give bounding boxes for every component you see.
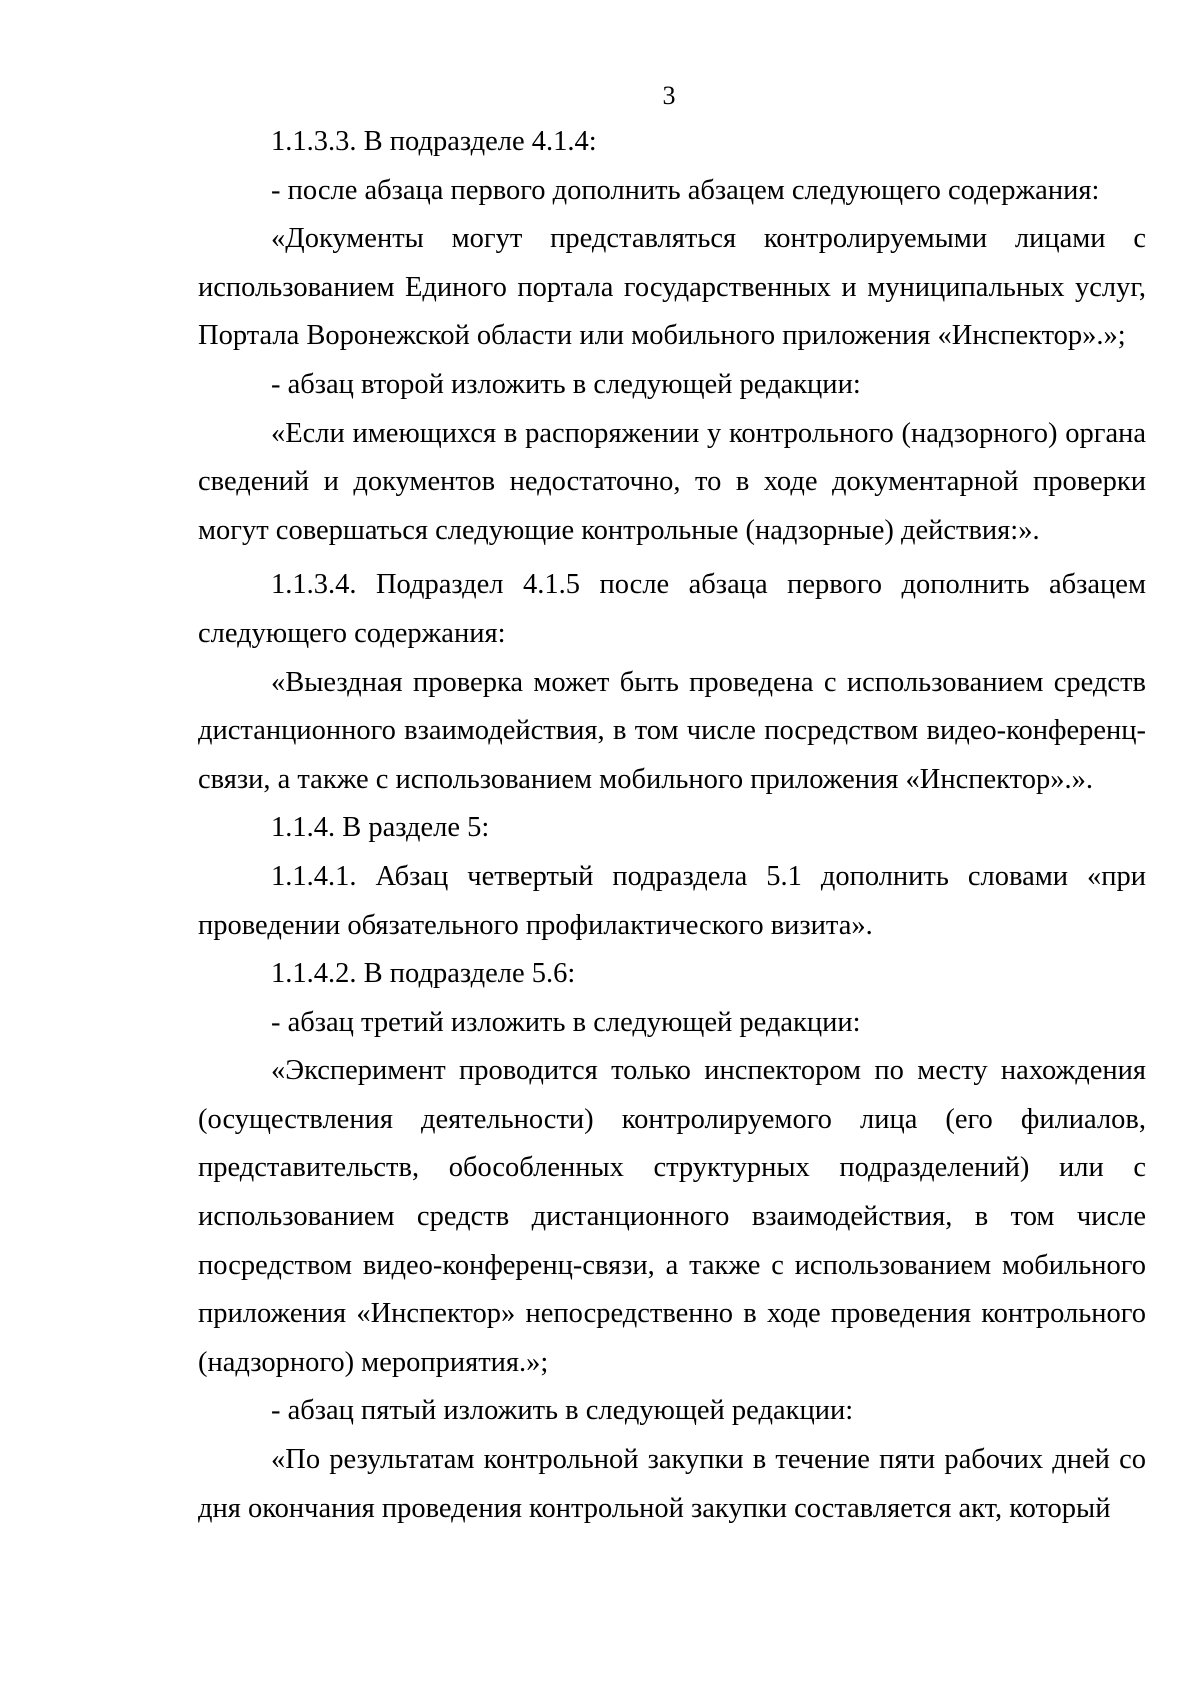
document-body	[198, 118, 1146, 1533]
paragraph-control-purchase-quote: «По результатам контрольной закупки в течение пяти рабочих дней со дня окончания проведения контрольной закупки составляется акт, который	[198, 1444, 1146, 1524]
paragraph-1-1-3-4: 1.1.3.4. Подраздел 4.1.5 после абзаца первого дополнить абзацем следующего содержания:	[198, 569, 1146, 649]
paragraph-third-abzac: - абзац третий изложить в следующей редакции:	[271, 1006, 861, 1038]
paragraph-1-1-4-heading: 1.1.4. В разделе 5:	[271, 812, 490, 844]
paragraph-add-after-first: - после абзаца первого дополнить абзацем следующего содержания:	[271, 174, 1100, 206]
paragraph-second-abzac: - абзац второй изложить в следующей редакции:	[271, 368, 861, 400]
page-number: 3	[662, 81, 676, 110]
paragraph-if-insufficient-quote: «Если имеющихся в распоряжении у контрольного (надзорного) органа сведений и документов недостаточно, то в ходе документарной проверки могут совершаться следующие контрольные (надзорные) действия:».	[198, 417, 1146, 546]
paragraph-documents-quote: «Документы могут представляться контролируемыми лицами с использованием Единого портала государственных и муниципальных услуг, Портала Воронежской области или мобильного приложения «Инспектор».»;	[198, 223, 1146, 352]
paragraph-fifth-abzac: - абзац пятый изложить в следующей редакции:	[271, 1395, 854, 1427]
paragraph-1-1-4-1: 1.1.4.1. Абзац четвертый подраздела 5.1 дополнить словами «при проведении обязательного профилактического визита».	[198, 860, 1146, 941]
paragraph-1-1-3-3-heading: 1.1.3.3. В подразделе 4.1.4:	[271, 126, 597, 157]
paragraph-experiment-quote: «Эксперимент проводится только инспектором по месту нахождения (осуществления деятельности) контролируемого лица (его филиалов, представительств, обособленных структурных подразделений) или с использованием средств дистанционного взаимодействия, в том числе посредством видео-конференц-связи, а также с использованием мобильного приложения «Инспектор» непосредственно в ходе проведения контрольного (надзорного) мероприятия.»;	[198, 1055, 1146, 1378]
paragraph-onsite-inspection-quote: «Выездная проверка может быть проведена с использованием средств дистанционного взаимодействия, в том числе посредством видео-конференц-связи, а также с использованием мобильного приложения «Инспектор».».	[198, 666, 1146, 795]
paragraph-1-1-4-2-heading: 1.1.4.2. В подразделе 5.6:	[271, 958, 576, 990]
